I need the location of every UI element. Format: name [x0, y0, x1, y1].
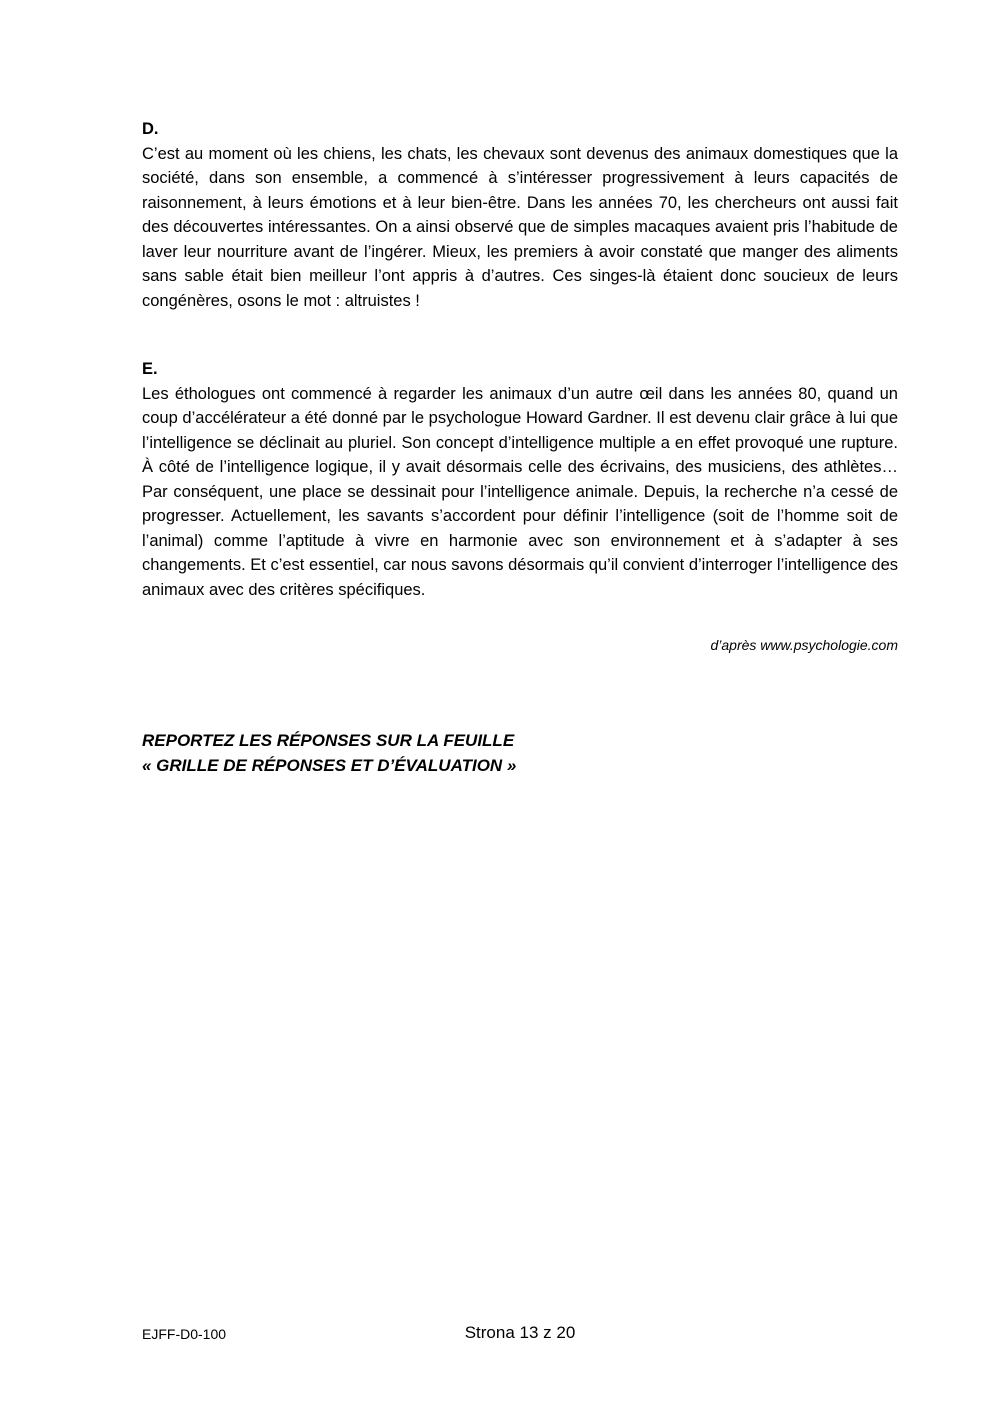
- section-paragraph: Les éthologues ont commencé à regarder les animaux d’un autre œil dans les années 80, quand un coup d’accélérateur a été donné par le psychologue Howard Gardner. Il est devenu clair grâce à lui que l’intelligence se déclinait au pluriel. Son concept d’intelligence multiple a en effet provoqué une rupture. À côté de l’intelligence logique, il y avait désormais celle des écrivains, des musiciens, des athlètes… Par conséquent, une place se dessinait pour l’intelligence animale. Depuis, la recherche n’a cessé de progresser. Actuellement, les savants s’accordent pour définir l’intelligence (soit de l’homme soit de l’animal) comme l’aptitude à vivre en harmonie avec son environnement et à s’adapter à ses changements. Et c’est essentiel, car nous savons désormais qu’il convient d’interroger l’intelligence des animaux avec des critères spécifiques.: [142, 384, 898, 599]
- section-heading: D.: [142, 120, 159, 138]
- instruction-line-1: REPORTEZ LES RÉPONSES SUR LA FEUILLE: [142, 731, 515, 750]
- section-d: [142, 117, 898, 313]
- page-number: Strona 13 z 20: [464, 1323, 576, 1342]
- exam-code: EJFF-D0-100: [142, 1326, 227, 1342]
- section-heading: E.: [142, 360, 158, 378]
- instruction-line-2: « GRILLE DE RÉPONSES ET D’ÉVALUATION »: [142, 756, 517, 775]
- section-paragraph: C’est au moment où les chiens, les chats, les chevaux sont devenus des animaux domestiques que la société, dans son ensemble, a commencé à s’intéresser progressivement à leurs capacités de raisonnement, à leurs émotions et à leur bien-être. Dans les années 70, les chercheurs ont aussi fait des découvertes intéressantes. On a ainsi observé que de simples macaques avaient pris l’habitude de laver leur nourriture avant de l’ingérer. Mieux, les premiers à avoir constaté que manger des aliments sans sable était bien meilleur l’ont appris à d’autres. Ces singes-là étaient donc soucieux de leurs congénères, osons le mot : altruistes !: [142, 144, 898, 310]
- answer-instruction: [142, 728, 742, 778]
- source-citation: d’après www.psychologie.com: [710, 637, 898, 653]
- section-e: [142, 357, 898, 602]
